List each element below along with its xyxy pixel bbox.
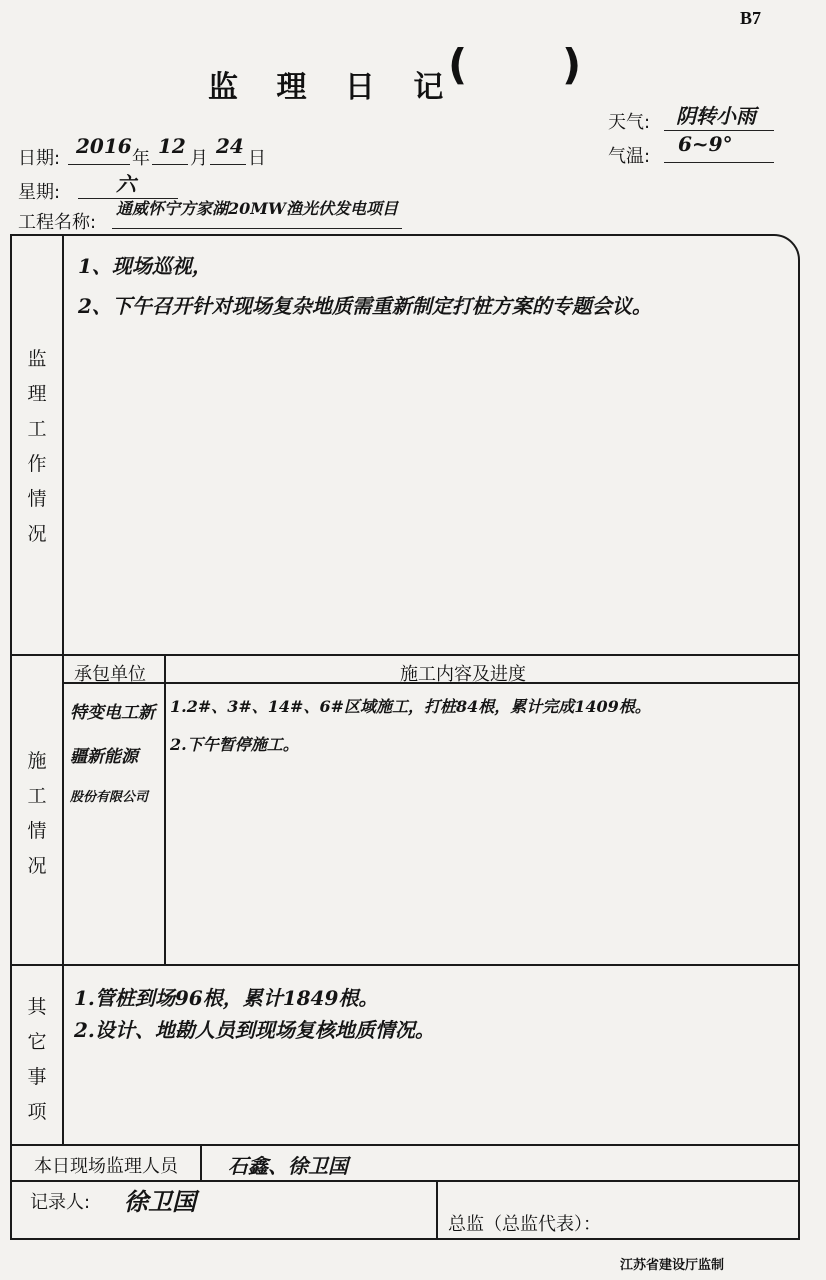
contractor-header: 承包单位: [74, 664, 146, 685]
contractor-line-2: 疆新能源: [70, 747, 138, 767]
month-unit: 月: [190, 148, 208, 169]
supervision-line-1: 1、现场巡视，: [78, 254, 212, 278]
date-label: 日期:: [18, 148, 61, 169]
date-day: 24: [216, 134, 244, 158]
form-code: B7: [740, 8, 762, 28]
project-value: 通威怀宁方家湖20MW渔光伏发电项目: [116, 199, 398, 218]
temperature-value: 6~9°: [678, 132, 733, 156]
temperature-label: 气温:: [608, 146, 651, 167]
staff-label: 本日现场监理人员: [34, 1156, 178, 1177]
weekday-label: 星期:: [18, 182, 61, 203]
content-line-2: 2.下午暂停施工。: [170, 735, 299, 754]
page-title: 监 理 日 记: [208, 70, 458, 105]
form-frame: [10, 234, 800, 1240]
chief-divider: [436, 1182, 438, 1238]
supervision-bottom-line: [12, 654, 798, 656]
weather-label: 天气:: [608, 112, 651, 133]
project-label: 工程名称:: [18, 212, 97, 233]
day-unit: 日: [248, 148, 266, 169]
contractor-line-3: 股份有限公司: [70, 790, 149, 805]
title-close-paren: ): [562, 40, 582, 89]
other-side-label: 其 它 事 项: [27, 996, 47, 1123]
date-year: 2016: [76, 134, 132, 158]
staff-value: 石鑫、徐卫国: [228, 1154, 348, 1178]
side-column-divider: [62, 236, 64, 1146]
contractor-column-divider: [164, 656, 166, 964]
recorder-value: 徐卫国: [124, 1187, 196, 1216]
content-header: 施工内容及进度: [400, 664, 526, 685]
construction-bottom-line: [12, 964, 798, 966]
chief-label: 总监（总监代表）：: [448, 1214, 601, 1235]
supervision-line-2: 2、下午召开针对现场复杂地质需重新制定打桩方案的专题会议。: [78, 294, 652, 318]
construction-side-label: 施 工 情 况: [27, 750, 47, 877]
other-line-2: 2.设计、地勘人员到现场复核地质情况。: [74, 1018, 435, 1042]
other-line-1: 1.管桩到场96根，累计1849根。: [74, 986, 379, 1010]
contractor-line-1: 特变电工新: [70, 703, 155, 723]
title-open-paren: (: [448, 40, 468, 89]
recorder-label: 记录人:: [30, 1192, 91, 1213]
weather-value: 阴转小雨: [676, 104, 756, 128]
staff-divider: [200, 1146, 202, 1180]
year-unit: 年: [132, 148, 150, 169]
footer-issuer: 江苏省建设厅监制: [620, 1258, 725, 1273]
date-month: 12: [158, 134, 186, 158]
content-line-1: 1.2#、3#、14#、6#区域施工，打桩84根，累计完成1409根。: [170, 697, 651, 716]
supervision-side-label: 监 理 工 作 情 况: [27, 348, 47, 545]
weekday-value: 六: [116, 172, 136, 196]
other-bottom-line: [12, 1144, 798, 1146]
